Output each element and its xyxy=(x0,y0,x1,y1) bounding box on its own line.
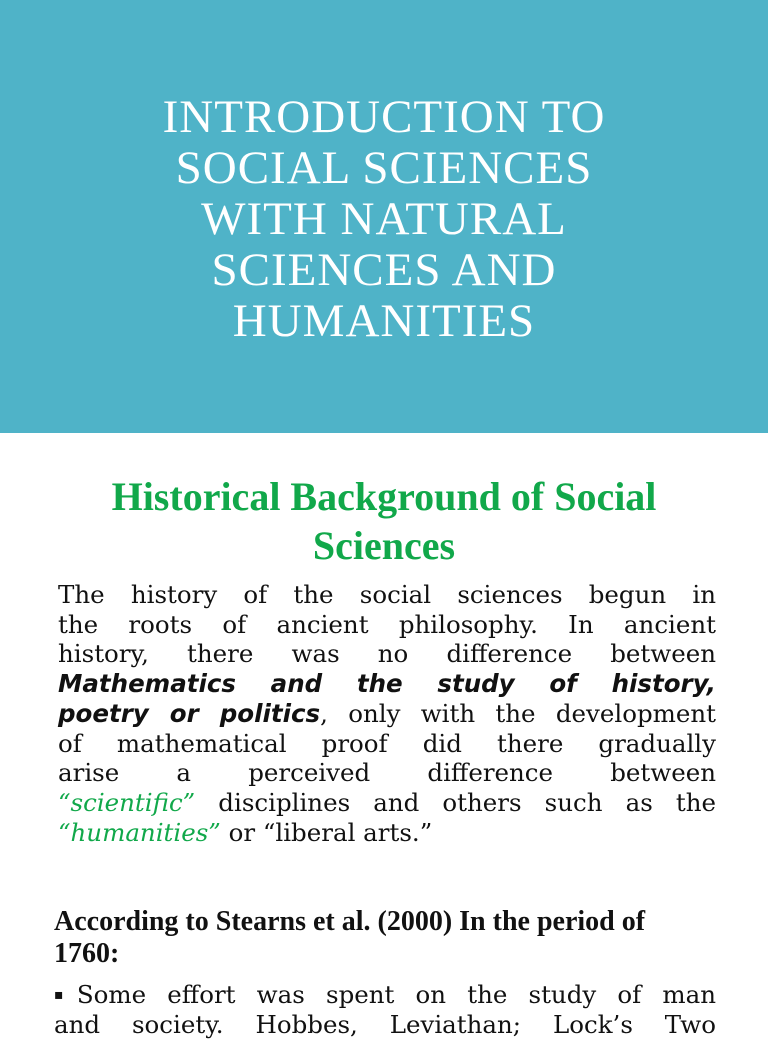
title-line: INTRODUCTION TO xyxy=(162,91,606,143)
paragraph-line: the roots of ancient philosophy. In ancient xyxy=(58,609,716,639)
emphasized-line: Mathematics and the study of history, xyxy=(58,669,716,699)
section-heading-line: Sciences xyxy=(312,523,456,568)
title-line: SCIENCES AND xyxy=(211,244,557,296)
paragraph-line: arise a perceived difference between xyxy=(58,758,716,788)
highlighted-term: “humanities” xyxy=(58,817,221,847)
paragraph-text: disciplines and others such as the xyxy=(195,787,716,817)
section-heading-line: Historical Background of Social xyxy=(111,474,657,519)
bullet-text: Some effort was spent on the study of man xyxy=(76,980,716,1009)
title-line: WITH NATURAL xyxy=(201,193,567,245)
paragraph-line: of mathematical proof did there gradually xyxy=(58,728,716,758)
square-bullet-icon: ▪ xyxy=(54,987,77,1003)
paragraph-line xyxy=(58,818,716,848)
section-heading xyxy=(40,472,728,570)
subheading-line: According to Stearns et al. (2000) In the period of xyxy=(54,906,646,937)
bullet-line: and society. Hobbes, Leviathan; Lock’s Two xyxy=(54,1010,716,1039)
subheading-line: 1760: xyxy=(54,938,120,969)
emphasized-text: poetry or politics xyxy=(58,698,321,728)
stearns-subheading xyxy=(54,906,724,970)
paragraph-text: , only with the development xyxy=(320,698,716,728)
bullet-item xyxy=(54,980,716,1039)
paragraph-line xyxy=(58,699,716,729)
title-line: SOCIAL SCIENCES xyxy=(175,142,593,194)
bullet-line xyxy=(54,980,716,1010)
title-line: HUMANITIES xyxy=(232,295,536,347)
paragraph-line: history, there was no difference between xyxy=(58,639,716,669)
paragraph-line xyxy=(58,788,716,818)
highlighted-term: “scientific” xyxy=(58,787,196,817)
paragraph-line: The history of the social sciences begun in xyxy=(58,580,716,609)
history-paragraph xyxy=(58,580,716,847)
paragraph-text: or “liberal arts.” xyxy=(220,817,433,847)
title-banner xyxy=(0,0,768,433)
document-title xyxy=(74,92,694,347)
